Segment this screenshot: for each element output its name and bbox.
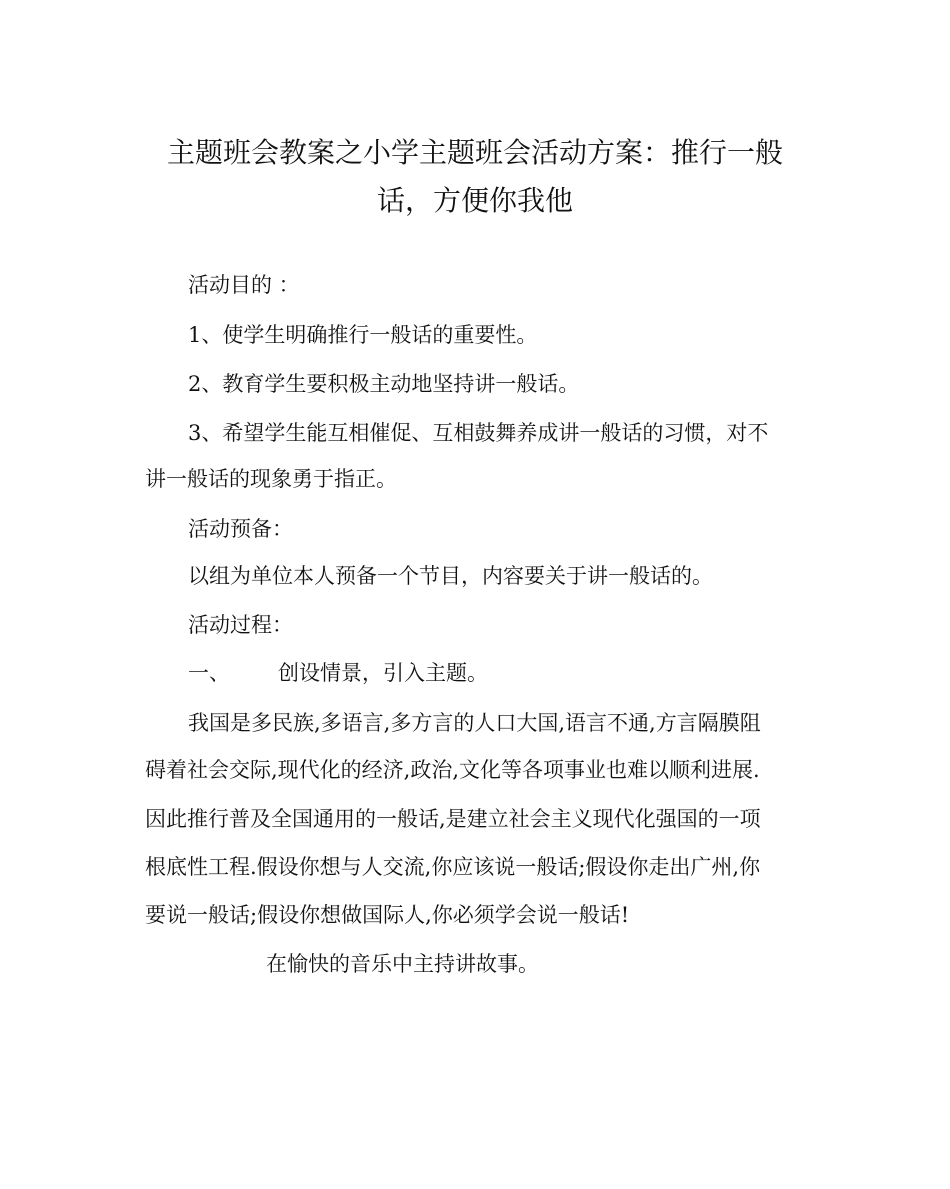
goal-item-3-line-1: 3、希望学生能互相催促、互相鼓舞养成讲一般话的习惯，对不 (188, 421, 769, 445)
goal-item-3-line-2: 讲一般话的现象勇于指正。 (145, 467, 397, 491)
document-title-line-1: 主题班会教案之小学主题班会活动方案：推行一般 (166, 136, 783, 169)
goal-item-1: 1、使学生明确推行一般话的重要性。 (188, 323, 538, 347)
document-title-line-2: 话，方便你我他 (376, 184, 573, 217)
paragraph-line-3: 因此推行普及全国通用的一般话,是建立社会主义现代化强国的一项 (145, 807, 761, 831)
paragraph-line-2: 碍着社会交际,现代化的经济,政治,文化等各项事业也难以顺利进展. (145, 758, 760, 782)
goal-heading: 活动目的 ： (188, 273, 300, 297)
prep-heading: 活动预备： (188, 517, 293, 541)
paragraph-line-5: 要说一般话;假设你想做国际人,你必须学会说一般话! (145, 903, 630, 927)
step-1-number: 一、 (188, 661, 230, 685)
paragraph-line-4: 根底性工程.假设你想与人交流,你应该说一般话;假设你走出广州,你 (145, 855, 761, 879)
paragraph-line-1: 我国是多民族,多语言,多方言的人口大国,语言不通,方言隔膜阻 (188, 711, 761, 735)
step-1-heading (188, 660, 488, 686)
process-heading: 活动过程： (188, 613, 293, 637)
goal-item-2: 2、教育学生要积极主动地坚持讲一般话。 (188, 372, 580, 396)
closing-line: 在愉快的音乐中主持讲故事。 (266, 952, 539, 976)
prep-text: 以组为单位本人预备一个节目，内容要关于讲一般话的。 (188, 564, 713, 588)
step-1-title: 创设情景，引入主题。 (278, 661, 488, 685)
